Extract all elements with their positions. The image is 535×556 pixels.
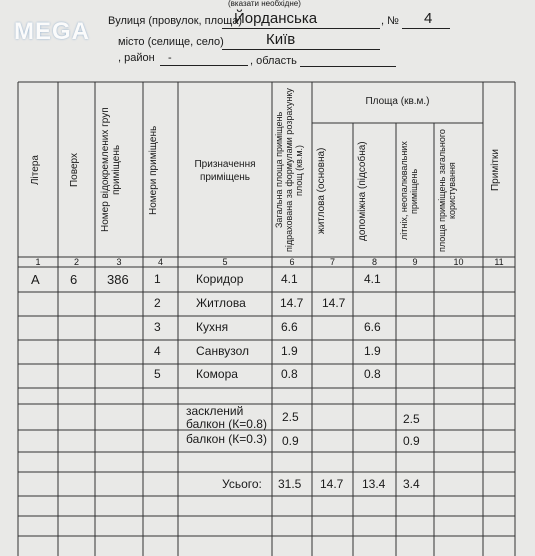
room-number: 4 (154, 344, 161, 358)
col-aux-header: допоміжна (підсобна) (357, 141, 368, 241)
room-aux: 6.6 (364, 320, 381, 334)
column-number: 5 (222, 257, 228, 267)
column-number: 11 (494, 257, 504, 267)
room-name: Кухня (196, 320, 229, 334)
room-total: 1.9 (281, 344, 298, 358)
litera-value: А (31, 272, 40, 287)
room-name: Житлова (196, 296, 246, 310)
col-purpose-header: Призначення приміщень (194, 159, 256, 183)
col-area-group-header: Площа (кв.м.) (365, 96, 430, 107)
totals-summer: 3.4 (403, 477, 420, 491)
col-common-header: площа приміщень загального користування (437, 129, 457, 253)
room-number: 3 (154, 320, 161, 334)
room-total: 14.7 (280, 296, 304, 310)
street-value: Йорданська (234, 10, 318, 27)
city-label: місто (селище, село) (118, 36, 224, 48)
column-number: 2 (73, 257, 79, 267)
room-number: 5 (154, 367, 161, 381)
room-aux: 4.1 (364, 272, 381, 286)
balcony-total: 0.9 (282, 434, 299, 448)
totals-living: 14.7 (320, 477, 344, 491)
column-number: 4 (157, 257, 163, 267)
col-poverkh-header: Поверх (69, 153, 80, 187)
street-label: Вулиця (провулок, площа) (108, 15, 243, 27)
region-label: , область (250, 55, 297, 67)
totals-label: Усього: (222, 477, 262, 491)
balcony-name: балкон (К=0.3) (186, 432, 267, 446)
room-number: 1 (154, 272, 161, 286)
column-number: 10 (453, 257, 464, 267)
col-group-header: Номер відокремлених груп приміщень (100, 107, 122, 233)
balcony-name-line: балкон (К=0.8) (186, 417, 267, 431)
header-note: (вказати необхідне) (228, 0, 301, 8)
column-number: 9 (412, 257, 418, 267)
mega-logo: MEGA (14, 18, 90, 45)
column-number: 3 (116, 257, 122, 267)
balcony-summer: 2.5 (403, 412, 420, 426)
district-label: , район (118, 52, 155, 64)
city-value: Київ (266, 31, 296, 48)
room-total: 0.8 (281, 367, 298, 381)
group-value: 386 (107, 272, 129, 287)
district-value: - (168, 52, 172, 64)
balcony-name (186, 405, 267, 431)
column-number: 8 (371, 257, 377, 267)
number-value: 4 (424, 10, 433, 27)
balcony-summer: 0.9 (403, 434, 420, 448)
column-number: 6 (289, 257, 295, 267)
room-aux: 0.8 (364, 367, 381, 381)
totals-aux: 13.4 (362, 477, 386, 491)
room-name: Коридор (196, 272, 244, 286)
poverkh-value: 6 (70, 272, 78, 287)
col-rooms-header: Номери приміщень (148, 125, 159, 215)
col-notes-header: Примітки (490, 149, 501, 191)
col-living-header: житлова (основна) (316, 147, 327, 235)
room-total: 4.1 (281, 272, 298, 286)
room-name: Санвузол (196, 344, 249, 358)
room-number: 2 (154, 296, 161, 310)
number-label: , № (381, 15, 399, 27)
column-number: 7 (329, 257, 335, 267)
balcony-name-line: засклений (186, 404, 244, 418)
balcony-total: 2.5 (282, 410, 299, 424)
room-total: 6.6 (281, 320, 298, 334)
col-litera-header: Літера (30, 155, 41, 185)
room-living: 14.7 (322, 296, 346, 310)
room-name: Комора (196, 367, 238, 381)
column-number: 1 (35, 257, 41, 267)
room-aux: 1.9 (364, 344, 381, 358)
totals-total: 31.5 (278, 477, 302, 491)
col-total-header: Загальна площа приміщень підрахована за формулами розрахунку площ (кв.м.) (274, 88, 304, 252)
col-summer-header: літніх, неопалювальних приміщень (399, 141, 419, 241)
